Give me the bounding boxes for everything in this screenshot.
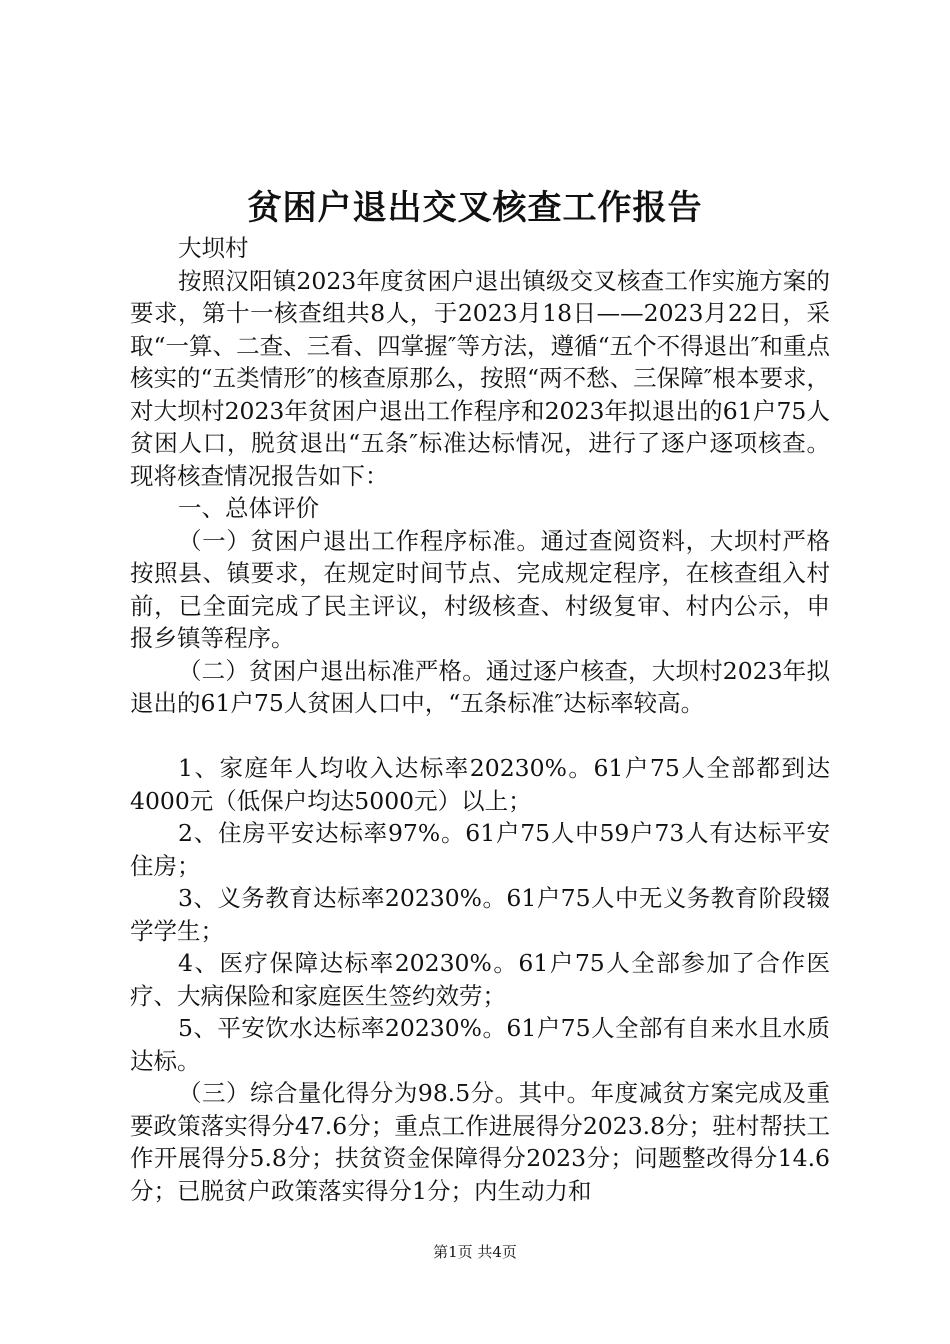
subsection-paragraph: （一）贫困户退出工作程序标准。通过查阅资料，大坝村严格按照县、镇要求，在规定时间节点、完成规定程序，在核查组入村前，已全面完成了民主评议，村级核查、村级复审、村内公示，申报乡镇等程序。: [130, 526, 830, 652]
document-body: [130, 232, 830, 1207]
list-item: 1、家庭年人均收入达标率20230%。61户75人全部都到达4000元（低保户均达5000元）以上；: [130, 754, 830, 815]
subsection-paragraph: （三）综合量化得分为98.5分。其中。年度减贫方案完成及重要政策落实得分47.6分；重点工作进展得分2023.8分；驻村帮扶工作开展得分5.8分；扶贫资金保障得分2023分；问题整改得分14.6分；已脱贫户政策落实得分1分；内生动力和: [130, 1079, 830, 1205]
village-name: 大坝村: [178, 234, 249, 262]
section-heading: 一、总体评价: [178, 494, 319, 522]
page-footer: 第1页 共4页: [433, 1243, 517, 1261]
blank-line: [130, 720, 830, 753]
subsection-paragraph: （二）贫困户退出标准严格。通过逐户核查，大坝村2023年拟退出的61户75人贫困人口中，“五条标准″达标率较高。: [130, 656, 830, 717]
document-title: 贫困户退出交叉核查工作报告: [247, 188, 703, 228]
list-item: 4、医疗保障达标率20230%。61户75人全部参加了合作医疗、大病保险和家庭医生签约效劳；: [130, 949, 830, 1010]
intro-paragraph: 按照汉阳镇2023年度贫困户退出镇级交叉核查工作实施方案的要求，第十一核查组共8人，于2023月18日——2023月22日，采取“一算、二查、三看、四掌握″等方法，遵循“五个不得退出″和重点核实的“五类情形″的核查原那么，按照“两不愁、三保障″根本要求，对大坝村2023年贫困户退出工作程序和2023年拟退出的61户75人贫困人口，脱贫退出“五条″标准达标情况，进行了逐户逐项核查。现将核查情况报告如下：: [130, 266, 830, 490]
list-item: 5、平安饮水达标率20230%。61户75人全部有自来水且水质达标。: [130, 1014, 830, 1075]
list-item: 2、住房平安达标率97%。61户75人中59户73人有达标平安住房；: [130, 819, 830, 880]
list-item: 3、义务教育达标率20230%。61户75人中无义务教育阶段辍学学生；: [130, 884, 830, 945]
